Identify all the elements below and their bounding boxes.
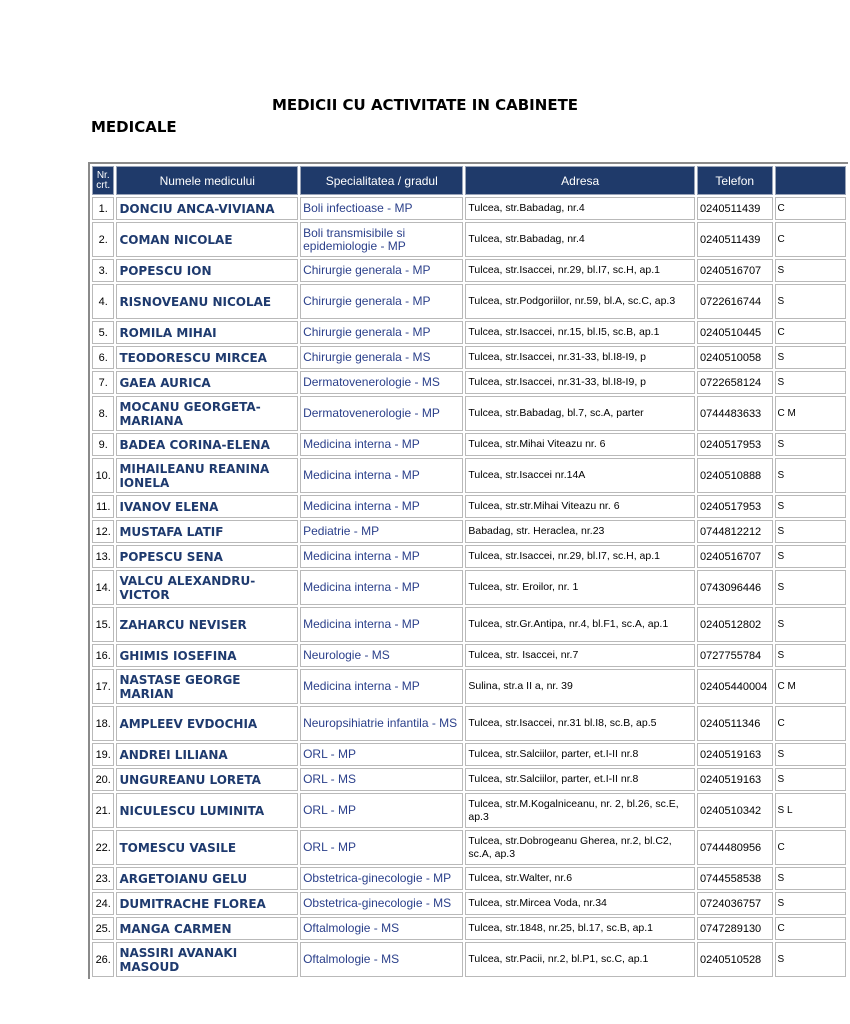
phone-number: 02405440004 bbox=[697, 669, 773, 704]
address: Tulcea, str.Isaccei, nr.29, bl.I7, sc.H, ap.1 bbox=[465, 259, 695, 282]
row-number: 26. bbox=[92, 942, 114, 977]
row-number: 6. bbox=[92, 346, 114, 369]
doctor-name: DONCIU ANCA-VIVIANA bbox=[116, 197, 298, 220]
address: Tulcea, str.Pacii, nr.2, bl.P1, sc.C, ap.1 bbox=[465, 942, 695, 977]
page-title-line2: MEDICALE bbox=[91, 118, 177, 136]
address: Tulcea, str.Walter, nr.6 bbox=[465, 867, 695, 890]
table-header-row bbox=[92, 166, 846, 195]
row-number: 20. bbox=[92, 768, 114, 791]
doctor-name: ARGETOIANU GELU bbox=[116, 867, 298, 890]
phone-number: 0240519163 bbox=[697, 743, 773, 766]
doctor-name: COMAN NICOLAE bbox=[116, 222, 298, 257]
phone-number: 0240517953 bbox=[697, 495, 773, 518]
specialty: ORL - MP bbox=[300, 830, 463, 865]
doctor-name: ZAHARCU NEVISER bbox=[116, 607, 298, 642]
address: Tulcea, str.Isaccei, nr.15, bl.I5, sc.B, ap.1 bbox=[465, 321, 695, 344]
specialty: Boli infectioase - MP bbox=[300, 197, 463, 220]
table-row bbox=[92, 830, 846, 865]
extra-info: S bbox=[775, 768, 846, 791]
address: Tulcea, str. Eroilor, nr. 1 bbox=[465, 570, 695, 605]
doctor-name: GHIMIS IOSEFINA bbox=[116, 644, 298, 667]
doctors-table bbox=[88, 162, 848, 979]
phone-number: 0744483633 bbox=[697, 396, 773, 431]
address: Tulcea, str.Isaccei nr.14A bbox=[465, 458, 695, 493]
doctor-name: ROMILA MIHAI bbox=[116, 321, 298, 344]
row-number: 24. bbox=[92, 892, 114, 915]
extra-info: S bbox=[775, 371, 846, 394]
extra-info: C M bbox=[775, 669, 846, 704]
table-row bbox=[92, 396, 846, 431]
address: Tulcea, str.Babadag, bl.7, sc.A, parter bbox=[465, 396, 695, 431]
row-number: 12. bbox=[92, 520, 114, 543]
table-row bbox=[92, 371, 846, 394]
header-extra bbox=[775, 166, 846, 195]
doctor-name: MIHAILEANU REANINA IONELA bbox=[116, 458, 298, 493]
specialty: Dermatovenerologie - MS bbox=[300, 371, 463, 394]
address: Babadag, str. Heraclea, nr.23 bbox=[465, 520, 695, 543]
address: Tulcea, str.Mircea Voda, nr.34 bbox=[465, 892, 695, 915]
doctor-name: TOMESCU VASILE bbox=[116, 830, 298, 865]
extra-info: S L bbox=[775, 793, 846, 828]
row-number: 1. bbox=[92, 197, 114, 220]
specialty: Neurologie - MS bbox=[300, 644, 463, 667]
doctor-name: RISNOVEANU NICOLAE bbox=[116, 284, 298, 319]
phone-number: 0240517953 bbox=[697, 433, 773, 456]
address: Tulcea, str.Gr.Antipa, nr.4, bl.F1, sc.A, ap.1 bbox=[465, 607, 695, 642]
doctor-name: TEODORESCU MIRCEA bbox=[116, 346, 298, 369]
doctor-name: BADEA CORINA-ELENA bbox=[116, 433, 298, 456]
table-row bbox=[92, 545, 846, 568]
doctor-name: IVANOV ELENA bbox=[116, 495, 298, 518]
table-row bbox=[92, 892, 846, 915]
row-number: 23. bbox=[92, 867, 114, 890]
specialty: Chirurgie generala - MP bbox=[300, 321, 463, 344]
doctor-name: NASTASE GEORGE MARIAN bbox=[116, 669, 298, 704]
extra-info: S bbox=[775, 284, 846, 319]
specialty: Oftalmologie - MS bbox=[300, 942, 463, 977]
extra-info: S bbox=[775, 458, 846, 493]
address: Tulcea, str.Babadag, nr.4 bbox=[465, 222, 695, 257]
specialty: Medicina interna - MP bbox=[300, 669, 463, 704]
specialty: Oftalmologie - MS bbox=[300, 917, 463, 940]
row-number: 16. bbox=[92, 644, 114, 667]
extra-info: S bbox=[775, 743, 846, 766]
doctor-name: ANDREI LILIANA bbox=[116, 743, 298, 766]
row-number: 13. bbox=[92, 545, 114, 568]
doctor-name: NICULESCU LUMINITA bbox=[116, 793, 298, 828]
row-number: 17. bbox=[92, 669, 114, 704]
table-row bbox=[92, 917, 846, 940]
row-number: 19. bbox=[92, 743, 114, 766]
doctor-name: POPESCU SENA bbox=[116, 545, 298, 568]
phone-number: 0722616744 bbox=[697, 284, 773, 319]
row-number: 3. bbox=[92, 259, 114, 282]
address: Tulcea, str.Babadag, nr.4 bbox=[465, 197, 695, 220]
extra-info: S bbox=[775, 607, 846, 642]
specialty: Medicina interna - MP bbox=[300, 458, 463, 493]
doctor-name: NASSIRI AVANAKI MASOUD bbox=[116, 942, 298, 977]
page-title-line1: MEDICII CU ACTIVITATE IN CABINETE bbox=[271, 96, 579, 114]
table-row bbox=[92, 644, 846, 667]
phone-number: 0744812212 bbox=[697, 520, 773, 543]
table-row bbox=[92, 520, 846, 543]
extra-info: S bbox=[775, 570, 846, 605]
table-row bbox=[92, 346, 846, 369]
specialty: Medicina interna - MP bbox=[300, 607, 463, 642]
row-number: 14. bbox=[92, 570, 114, 605]
extra-info: S bbox=[775, 259, 846, 282]
phone-number: 0724036757 bbox=[697, 892, 773, 915]
extra-info: S bbox=[775, 545, 846, 568]
phone-number: 0722658124 bbox=[697, 371, 773, 394]
specialty: Medicina interna - MP bbox=[300, 570, 463, 605]
header-nr: Nr. crt. bbox=[92, 166, 114, 195]
doctor-name: POPESCU ION bbox=[116, 259, 298, 282]
specialty: Boli transmisibile si epidemiologie - MP bbox=[300, 222, 463, 257]
row-number: 22. bbox=[92, 830, 114, 865]
table-row bbox=[92, 284, 846, 319]
extra-info: C M bbox=[775, 396, 846, 431]
extra-info: S bbox=[775, 867, 846, 890]
address: Tulcea, str. Isaccei, nr.7 bbox=[465, 644, 695, 667]
row-number: 10. bbox=[92, 458, 114, 493]
phone-number: 0240511439 bbox=[697, 197, 773, 220]
row-number: 25. bbox=[92, 917, 114, 940]
table-row bbox=[92, 607, 846, 642]
phone-number: 0240510888 bbox=[697, 458, 773, 493]
specialty: Pediatrie - MP bbox=[300, 520, 463, 543]
doctor-name: GAEA AURICA bbox=[116, 371, 298, 394]
table-row bbox=[92, 669, 846, 704]
address: Tulcea, str.Salciilor, parter, et.I-II nr.8 bbox=[465, 768, 695, 791]
extra-info: C bbox=[775, 321, 846, 344]
phone-number: 0240519163 bbox=[697, 768, 773, 791]
table-row bbox=[92, 743, 846, 766]
address: Tulcea, str.Mihai Viteazu nr. 6 bbox=[465, 433, 695, 456]
phone-number: 0240510445 bbox=[697, 321, 773, 344]
extra-info: C bbox=[775, 706, 846, 741]
specialty: Medicina interna - MP bbox=[300, 495, 463, 518]
address: Tulcea, str.Isaccei, nr.31-33, bl.I8-I9, p bbox=[465, 371, 695, 394]
extra-info: C bbox=[775, 197, 846, 220]
extra-info: S bbox=[775, 892, 846, 915]
phone-number: 0240512802 bbox=[697, 607, 773, 642]
doctor-name: VALCU ALEXANDRU-VICTOR bbox=[116, 570, 298, 605]
table-row bbox=[92, 706, 846, 741]
row-number: 18. bbox=[92, 706, 114, 741]
table-row bbox=[92, 495, 846, 518]
extra-info: S bbox=[775, 433, 846, 456]
doctors-table-wrapper bbox=[88, 162, 796, 979]
address: Tulcea, str.Dobrogeanu Gherea, nr.2, bl.C2, sc.A, ap.3 bbox=[465, 830, 695, 865]
row-number: 9. bbox=[92, 433, 114, 456]
table-row bbox=[92, 321, 846, 344]
address: Tulcea, str.Podgoriilor, nr.59, bl.A, sc.C, ap.3 bbox=[465, 284, 695, 319]
specialty: Obstetrica-ginecologie - MP bbox=[300, 867, 463, 890]
row-number: 2. bbox=[92, 222, 114, 257]
address: Tulcea, str.1848, nr.25, bl.17, sc.B, ap.1 bbox=[465, 917, 695, 940]
phone-number: 0727755784 bbox=[697, 644, 773, 667]
specialty: Chirurgie generala - MP bbox=[300, 284, 463, 319]
specialty: Neuropsihiatrie infantila - MS bbox=[300, 706, 463, 741]
row-number: 15. bbox=[92, 607, 114, 642]
address: Tulcea, str.M.Kogalniceanu, nr. 2, bl.26, sc.E, ap.3 bbox=[465, 793, 695, 828]
extra-info: C bbox=[775, 222, 846, 257]
extra-info: S bbox=[775, 495, 846, 518]
address: Tulcea, str.Isaccei, nr.29, bl.I7, sc.H, ap.1 bbox=[465, 545, 695, 568]
phone-number: 0743096446 bbox=[697, 570, 773, 605]
doctor-name: MOCANU GEORGETA-MARIANA bbox=[116, 396, 298, 431]
specialty: ORL - MS bbox=[300, 768, 463, 791]
row-number: 5. bbox=[92, 321, 114, 344]
address: Tulcea, str.Salciilor, parter, et.I-II nr.8 bbox=[465, 743, 695, 766]
doctor-name: MANGA CARMEN bbox=[116, 917, 298, 940]
specialty: ORL - MP bbox=[300, 743, 463, 766]
specialty: Medicina interna - MP bbox=[300, 433, 463, 456]
row-number: 7. bbox=[92, 371, 114, 394]
header-specialty: Specialitatea / gradul bbox=[300, 166, 463, 195]
extra-info: C bbox=[775, 830, 846, 865]
phone-number: 0744558538 bbox=[697, 867, 773, 890]
table-row bbox=[92, 768, 846, 791]
table-row bbox=[92, 197, 846, 220]
specialty: ORL - MP bbox=[300, 793, 463, 828]
table-row bbox=[92, 458, 846, 493]
address: Sulina, str.a II a, nr. 39 bbox=[465, 669, 695, 704]
table-row bbox=[92, 259, 846, 282]
phone-number: 0240510058 bbox=[697, 346, 773, 369]
doctor-name: AMPLEEV EVDOCHIA bbox=[116, 706, 298, 741]
phone-number: 0240510528 bbox=[697, 942, 773, 977]
phone-number: 0744480956 bbox=[697, 830, 773, 865]
table-row bbox=[92, 570, 846, 605]
specialty: Dermatovenerologie - MP bbox=[300, 396, 463, 431]
specialty: Medicina interna - MP bbox=[300, 545, 463, 568]
phone-number: 0240511439 bbox=[697, 222, 773, 257]
address: Tulcea, str.str.Mihai Viteazu nr. 6 bbox=[465, 495, 695, 518]
row-number: 4. bbox=[92, 284, 114, 319]
row-number: 11. bbox=[92, 495, 114, 518]
phone-number: 0240511346 bbox=[697, 706, 773, 741]
extra-info: S bbox=[775, 520, 846, 543]
row-number: 21. bbox=[92, 793, 114, 828]
table-row bbox=[92, 793, 846, 828]
extra-info: S bbox=[775, 942, 846, 977]
table-row bbox=[92, 222, 846, 257]
specialty: Chirurgie generala - MP bbox=[300, 259, 463, 282]
table-row bbox=[92, 433, 846, 456]
doctor-name: MUSTAFA LATIF bbox=[116, 520, 298, 543]
table-row bbox=[92, 867, 846, 890]
header-address: Adresa bbox=[465, 166, 695, 195]
extra-info: C bbox=[775, 917, 846, 940]
doctor-name: DUMITRACHE FLOREA bbox=[116, 892, 298, 915]
phone-number: 0240516707 bbox=[697, 259, 773, 282]
table-body bbox=[92, 197, 846, 977]
header-name: Numele medicului bbox=[116, 166, 298, 195]
phone-number: 0240516707 bbox=[697, 545, 773, 568]
extra-info: S bbox=[775, 346, 846, 369]
header-phone: Telefon bbox=[697, 166, 773, 195]
table-row bbox=[92, 942, 846, 977]
address: Tulcea, str.Isaccei, nr.31-33, bl.I8-I9, p bbox=[465, 346, 695, 369]
specialty: Chirurgie generala - MS bbox=[300, 346, 463, 369]
doctor-name: UNGUREANU LORETA bbox=[116, 768, 298, 791]
specialty: Obstetrica-ginecologie - MS bbox=[300, 892, 463, 915]
extra-info: S bbox=[775, 644, 846, 667]
phone-number: 0747289130 bbox=[697, 917, 773, 940]
address: Tulcea, str.Isaccei, nr.31 bl.I8, sc.B, ap.5 bbox=[465, 706, 695, 741]
row-number: 8. bbox=[92, 396, 114, 431]
phone-number: 0240510342 bbox=[697, 793, 773, 828]
